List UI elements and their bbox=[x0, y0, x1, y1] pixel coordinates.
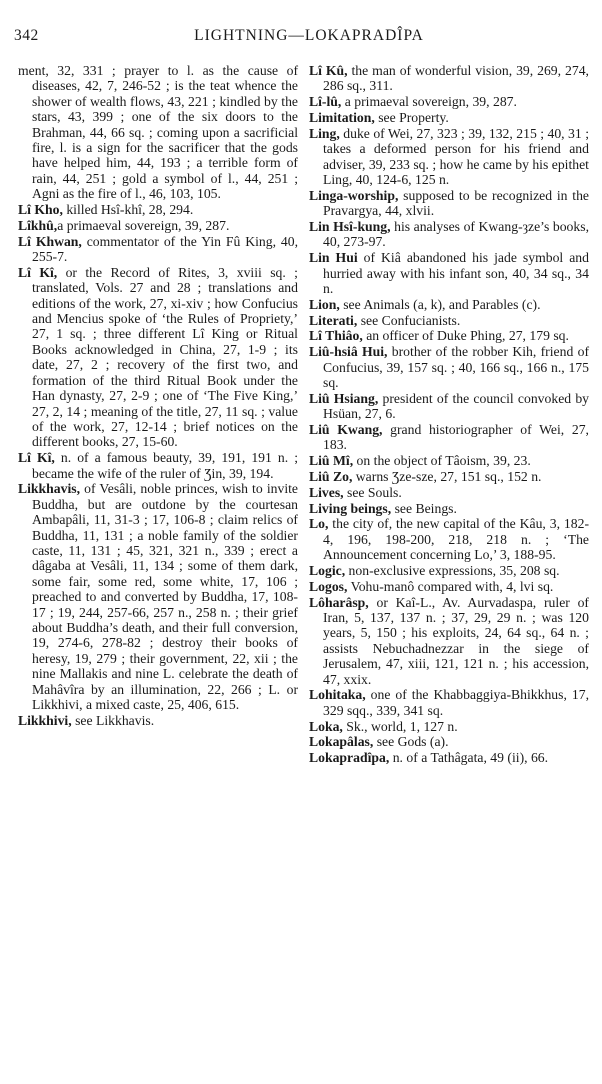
index-entry bbox=[309, 250, 589, 296]
entry-text: of Kiâ abandoned his jade symbol and hurried away with his infant son, 40, 34 sq., 34 n. bbox=[323, 250, 589, 297]
index-entry bbox=[309, 750, 589, 765]
entry-headword: Liû Hsiang, bbox=[309, 390, 379, 406]
entry-text: or the Record of Rites, 3, xviii sq. ; translated, Vols. 27 and 28 ; translations and editions of the work, 27, xi-xiv ; how Confucius and Mencius spoke of ‘the Rules of Propriety,’ 27, 1 sq. ; three different Lî King or Ritual Books acknowledged in China, 27, 1-9 ; its date, 27, 2 ; recovery of the first two, and formation of the third Ritual Book under the Han dynasty, 27, 2-9 ; one of ‘The Five King,’ 27, 2, 14 ; meaning of the title, 27, 11 sq. ; value of the work, 27, 12-14 ; brief notices on the different books, 27, 15-60. bbox=[32, 264, 298, 450]
index-entry bbox=[309, 563, 589, 578]
entry-headword: Loka, bbox=[309, 718, 343, 734]
entry-headword: Liû Kwang, bbox=[309, 422, 383, 438]
entry-text: n. of a Tathâgata, 49 (ii), 66. bbox=[389, 750, 549, 766]
entry-headword: Literati, bbox=[309, 312, 358, 328]
entry-text: non-exclusive expressions, 35, 208 sq. bbox=[345, 563, 560, 579]
entry-text: supposed to be recognized in the Pravargya, 44, xlvii. bbox=[323, 187, 589, 219]
running-head: LIGHTNING—LOKAPRADÎPA bbox=[194, 27, 424, 44]
index-entry bbox=[309, 595, 589, 687]
entry-headword: Lî Kho, bbox=[18, 202, 63, 218]
index-entry bbox=[309, 313, 589, 328]
entry-headword: Liû Mî, bbox=[309, 453, 354, 469]
entry-text: or Kaî-L., Av. Aurvadaspa, ruler of Iran, 5, 137, 137 n. ; 37, 29, 29 n. ; was 120 years, 5, 150 ; his exploits, 24, 64 sq., 64 n. ; assists Nebuchadnezzar in the siege of Jerusalem, 47, xiii, 121, 121 n. ; his accession, 47, xxix. bbox=[323, 594, 589, 687]
entry-text: on the object of Tâoism, 39, 23. bbox=[353, 453, 531, 469]
entry-text: see Gods (a). bbox=[373, 734, 449, 750]
entry-text: see Beings. bbox=[391, 500, 457, 516]
index-entry bbox=[18, 202, 298, 217]
entry-text: of Vesâli, noble princes, wish to invite Buddha, but are outdone by the courtesan Ambapâli, 11, 31-3 ; 17, 106-8 ; claim relics of Buddha, 11, 131 ; a noble family of the soldier caste, 11, 131 ; 45, 321, 321 n., 339 ; erect a dâgaba at Vesâli, 11, 134 ; some of them dark, some fair, some red, some white, 17, 106 ; preached to and converted by Buddha, 17, 108-17 ; 19, 244, 257-66, 257 n., 258 n. ; their grief about Buddha’s death, and their full conversion, 19, 274-6, 278-82 ; destroy their books of heresy, 19, 279 ; their government, 22, xii ; the nine Mallakis and nine L. celebrate the death of Mahâvîra by an illumination, 22, 266 ; L. or Likkhivi, a mixed caste, 25, 406, 615. bbox=[32, 481, 298, 712]
entry-text: ment, 32, 331 ; prayer to l. as the cause of diseases, 42, 7, 246-52 ; is the teat whence the shower of wealth flows, 43, 221 ; kindled by the stars, 43, 399 ; one of the six doors to the Brahman, 44, 66 sq. ; coming upon a sacrificial fire, l. is a sign for the sacrificer that the gods have helped him, 44, 193 ; a terrible form of rain, 44, 251 ; gold a symbol of l., 44, 251 ; Agni as the fire of l., 46, 103, 105. bbox=[18, 63, 298, 202]
index-entry bbox=[309, 734, 589, 749]
entry-headword: Lokapâlas, bbox=[309, 734, 374, 750]
index-entry bbox=[309, 219, 589, 250]
index-entry bbox=[18, 63, 298, 202]
left-column bbox=[18, 63, 298, 729]
index-entry bbox=[309, 391, 589, 422]
index-entry bbox=[18, 265, 298, 450]
entry-headword: Logos, bbox=[309, 578, 348, 594]
index-entry bbox=[309, 94, 589, 109]
index-entry bbox=[309, 110, 589, 125]
entry-text: see Property. bbox=[374, 110, 449, 125]
entry-text: president of the council convoked by Hsüan, 27, 6. bbox=[323, 390, 590, 422]
entry-text: commentator of the Yin Fû King, 40, 255-7. bbox=[32, 233, 298, 265]
entry-text: see Confucianists. bbox=[357, 312, 461, 328]
entry-headword: Likkhivi, bbox=[18, 712, 72, 728]
entry-text: duke of Wei, 27, 323 ; 39, 132, 215 ; 40, 31 ; takes a deformed person for his friend and adviser, 39, 233 sq. ; how he came by his epithet Ling, 40, 124-6, 125 n. bbox=[323, 125, 589, 188]
index-entry bbox=[18, 450, 298, 481]
entry-headword: Lokapradîpa, bbox=[309, 750, 390, 766]
entry-text: warns Ʒze-sze, 27, 151 sq., 152 n. bbox=[352, 469, 542, 485]
entry-headword: Lî Khwan, bbox=[18, 233, 82, 249]
entry-headword: Lî Kî, bbox=[18, 264, 58, 280]
index-entry bbox=[309, 297, 589, 312]
index-entry bbox=[309, 501, 589, 516]
entry-text: killed Hsî-khî, 28, 294. bbox=[62, 202, 194, 218]
entry-text: an officer of Duke Phing, 27, 179 sq. bbox=[362, 328, 569, 344]
index-entry bbox=[309, 328, 589, 343]
entry-text: the man of wonderful vision, 39, 269, 274, 286 sq., 311. bbox=[323, 63, 589, 94]
index-entry bbox=[309, 63, 589, 94]
entry-text: see Likkhavis. bbox=[71, 712, 155, 728]
index-entry bbox=[309, 126, 589, 188]
entry-text: one of the Khabbaggiya-Bhikkhus, 17, 329 sqq., 339, 341 sq. bbox=[323, 687, 589, 718]
entry-headword: Lin Hui bbox=[309, 250, 358, 266]
entry-headword: Lôharâsp, bbox=[309, 594, 369, 610]
entry-text: Sk., world, 1, 127 n. bbox=[342, 718, 458, 734]
entry-text: Vohu-manô compared with, 4, lvi sq. bbox=[347, 578, 554, 594]
page-header bbox=[14, 27, 574, 47]
entry-text: a primaeval sovereign, 39, 287. bbox=[57, 217, 230, 233]
index-entry bbox=[18, 218, 298, 233]
entry-headword: Lî Kû, bbox=[309, 63, 348, 78]
entry-headword: Lîkhû, bbox=[18, 217, 58, 233]
entry-headword: Lives, bbox=[309, 484, 344, 500]
right-column bbox=[309, 63, 589, 766]
index-entry bbox=[309, 469, 589, 484]
index-entry bbox=[309, 485, 589, 500]
entry-headword: Lion, bbox=[309, 296, 340, 312]
entry-text: see Animals (a, k), and Parables (c). bbox=[339, 296, 541, 312]
index-entry bbox=[309, 687, 589, 718]
entry-headword: Ling, bbox=[309, 125, 340, 141]
entry-headword: Lo, bbox=[309, 516, 329, 532]
page-number: 342 bbox=[14, 27, 39, 44]
index-entry bbox=[309, 579, 589, 594]
entry-text: a primaeval sovereign, 39, 287. bbox=[341, 94, 517, 110]
entry-headword: Lî Thiâo, bbox=[309, 328, 363, 344]
index-entry bbox=[309, 344, 589, 390]
index-entry bbox=[309, 188, 589, 219]
entry-headword: Linga-worship, bbox=[309, 187, 399, 203]
entry-headword: Lin Hsî-kung, bbox=[309, 219, 391, 235]
entry-text: the city of, the new capital of the Kâu, 3, 182-4, 196, 198-200, 218, 218 n. ; ‘The Announcement concerning Lo,’ 3, 188-95. bbox=[323, 516, 589, 563]
index-entry bbox=[309, 422, 589, 453]
index-entry bbox=[309, 516, 589, 562]
index-entry bbox=[309, 719, 589, 734]
index-entry bbox=[309, 453, 589, 468]
entry-headword: Limitation, bbox=[309, 110, 375, 125]
index-entry bbox=[18, 481, 298, 712]
entry-headword: Liû-hsiâ Hui, bbox=[309, 344, 388, 360]
entry-text: his analyses of Kwang-ȝze’s books, 40, 273-97. bbox=[323, 219, 589, 250]
entry-headword: Liû Zo, bbox=[309, 469, 353, 485]
entry-text: brother of the robber Kih, friend of Confucius, 39, 157 sq. ; 40, 166 sq., 166 n., 175 sq. bbox=[323, 344, 589, 391]
entry-headword: Logic, bbox=[309, 563, 346, 579]
index-entry bbox=[18, 234, 298, 265]
entry-headword: Lî Kî, bbox=[18, 450, 55, 466]
entry-headword: Living beings, bbox=[309, 500, 392, 516]
entry-headword: Lî-lû, bbox=[309, 94, 342, 110]
entry-text: n. of a famous beauty, 39, 191, 191 n. ; became the wife of the ruler of Ʒin, 39, 194. bbox=[32, 450, 299, 481]
entry-headword: Lohitaka, bbox=[309, 687, 366, 703]
entry-text: grand historiographer of Wei, 27, 183. bbox=[323, 422, 589, 453]
entry-headword: Likkhavis, bbox=[18, 481, 81, 497]
entry-text: see Souls. bbox=[343, 484, 402, 500]
index-entry bbox=[18, 713, 298, 728]
